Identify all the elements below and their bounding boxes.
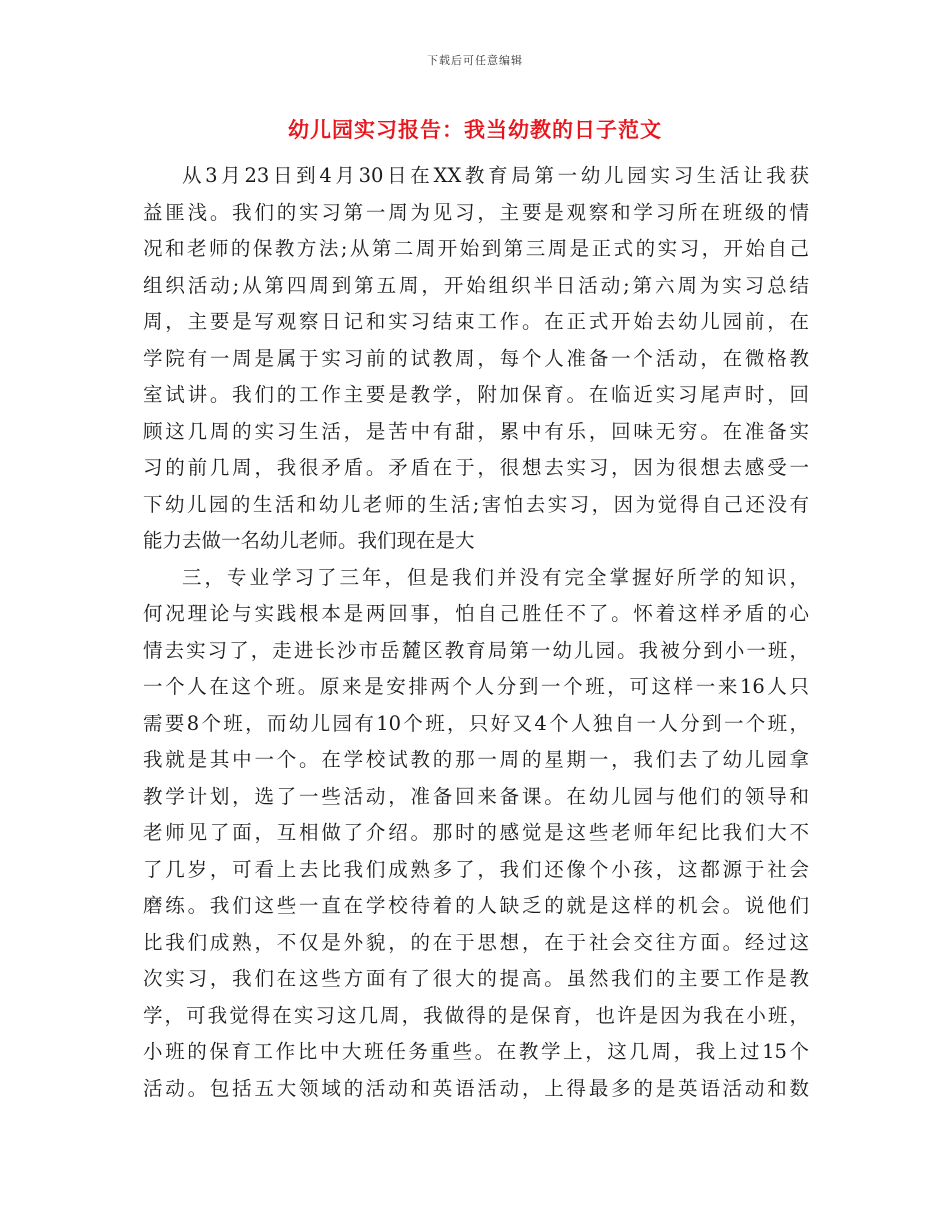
text-line: 我就是其中一个。在学校试教的那一周的星期一，我们去了幼儿园拿 <box>143 748 809 771</box>
paragraph-1 <box>143 158 809 560</box>
text-line: 况和老师的保教方法;从第二周开始到第三周是正式的实习，开始自己 <box>143 237 809 260</box>
text-line: 顾这几周的实习生活，是苦中有甜，累中有乐，回味无穷。在准备实 <box>143 419 809 443</box>
text-line: 室试讲。我们的工作主要是教学，附加保育。在临近实习尾声时，回 <box>143 383 809 406</box>
text-line: 磨练。我们这些一直在学校待着的人缺乏的就是这样的机会。说他们 <box>143 894 809 917</box>
text-line: 从3月23日到4月30日在XX教育局第一幼儿园实习生活让我获 <box>182 164 809 187</box>
document-body <box>143 158 809 1107</box>
text-line: 三，专业学习了三年，但是我们并没有完全掌握好所学的知识， <box>182 565 809 589</box>
text-line: 情去实习了，走进长沙市岳麓区教育局第一幼儿园。我被分到小一班， <box>143 638 809 662</box>
text-line: 能力去做一名幼儿老师。我们现在是大 <box>143 529 475 552</box>
text-line: 教学计划，选了一些活动，准备回来备课。在幼儿园与他们的领导和 <box>143 784 809 808</box>
text-line: 学院有一周是属于实习前的试教周，每个人准备一个活动，在微格教 <box>143 346 809 370</box>
text-line: 比我们成熟，不仅是外貌，的在于思想，在于社会交往方面。经过这 <box>143 930 809 954</box>
text-line: 了几岁，可看上去比我们成熟多了，我们还像个小孩，这都源于社会 <box>143 857 809 881</box>
text-line: 学，可我觉得在实习这几周，我做得的是保育，也许是因为我在小班， <box>143 1003 809 1027</box>
text-line: 需要8个班，而幼儿园有10个班，只好又4个人独自一人分到一个班， <box>143 711 809 735</box>
document-title: 幼儿园实习报告：我当幼教的日子范文 <box>288 117 662 142</box>
header-note: 下载后可任意编辑 <box>427 54 523 67</box>
text-line: 何况理论与实践根本是两回事，怕自己胜任不了。怀着这样矛盾的心 <box>143 602 809 625</box>
text-line: 益匪浅。我们的实习第一周为见习，主要是观察和学习所在班级的情 <box>143 200 809 224</box>
text-line: 活动。包括五大领域的活动和英语活动，上得最多的是英语活动和数 <box>143 1076 809 1100</box>
text-line: 习的前几周，我很矛盾。矛盾在于，很想去实习，因为很想去感受一 <box>143 456 809 479</box>
text-line: 老师见了面，互相做了介绍。那时的感觉是这些老师年纪比我们大不 <box>143 821 809 844</box>
text-line: 一个人在这个班。原来是安排两个人分到一个班，可这样一来16人只 <box>143 675 809 698</box>
text-line: 下幼儿园的生活和幼儿老师的生活;害怕去实习，因为觉得自己还没有 <box>143 492 809 516</box>
text-line: 小班的保育工作比中大班任务重些。在教学上，这几周，我上过15个 <box>143 1040 809 1063</box>
text-line: 组织活动;从第四周到第五周，开始组织半日活动;第六周为实习总结 <box>143 273 809 297</box>
text-line: 周，主要是写观察日记和实习结束工作。在正式开始去幼儿园前，在 <box>143 310 809 333</box>
text-line: 次实习，我们在这些方面有了很大的提高。虽然我们的主要工作是教 <box>143 967 809 990</box>
paragraph-2 <box>143 560 809 1108</box>
